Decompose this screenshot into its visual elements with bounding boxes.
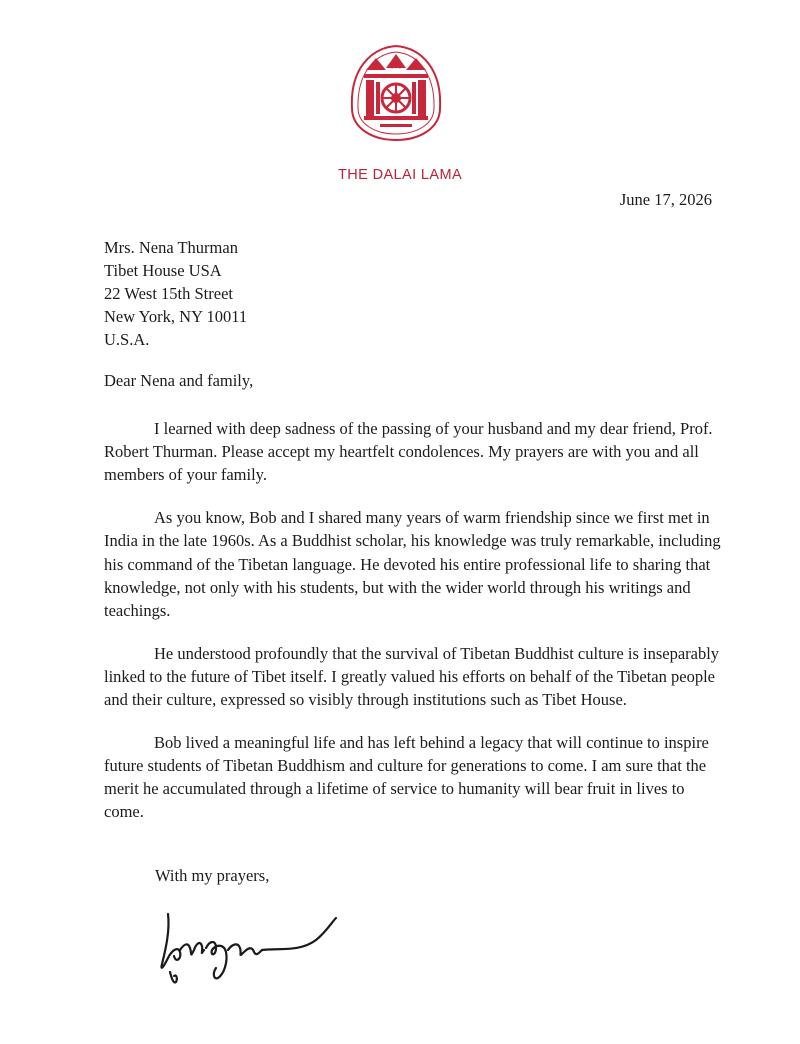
letterhead-title: THE DALAI LAMA [337, 167, 463, 183]
body-paragraph: As you know, Bob and I shared many years of warm friendship since we first met in India in the late 1960s. As a Buddhist scholar, his knowledge was truly remarkable, including his command of the Tibetan language. He devoted his entire professional life to sharing that knowledge, not only with his students, but with the wider world through his writings and teachings. [104, 508, 721, 620]
letter-body [104, 417, 724, 843]
body-paragraph: Bob lived a meaningful life and has left behind a legacy that will continue to inspire future students of Tibetan Buddhism and culture for generations to come. I am sure that the merit he accumulated through a lifetime of service to humanity will bear fruit in lives to come. [104, 732, 709, 822]
address-line: Mrs. Nena Thurman [104, 238, 238, 257]
address-line: New York, NY 10011 [104, 307, 248, 326]
salutation: Dear Nena and family, [104, 371, 254, 390]
body-paragraph: I learned with deep sadness of the passing of your husband and my dear friend, Prof. Robert Thurman. Please accept my heartfelt condolences. My prayers are with you and all members of your family. [104, 419, 713, 485]
recipient-address [104, 236, 247, 351]
body-paragraph: He understood profoundly that the survival of Tibetan Buddhist culture is inseparably linked to the future of Tibet itself. I greatly valued his efforts on behalf of the Tibetan people and their culture, expressed so visibly through institutions such as Tibet House. [104, 643, 720, 710]
address-line: 22 West 15th Street [104, 284, 233, 303]
handwritten-signature-icon [140, 900, 390, 990]
letter-date: June 17, 2026 [619, 190, 712, 209]
address-line: Tibet House USA [104, 261, 222, 280]
address-line: U.S.A. [104, 330, 150, 349]
dalai-lama-seal-icon [336, 30, 456, 150]
closing-line: With my prayers, [155, 866, 270, 885]
